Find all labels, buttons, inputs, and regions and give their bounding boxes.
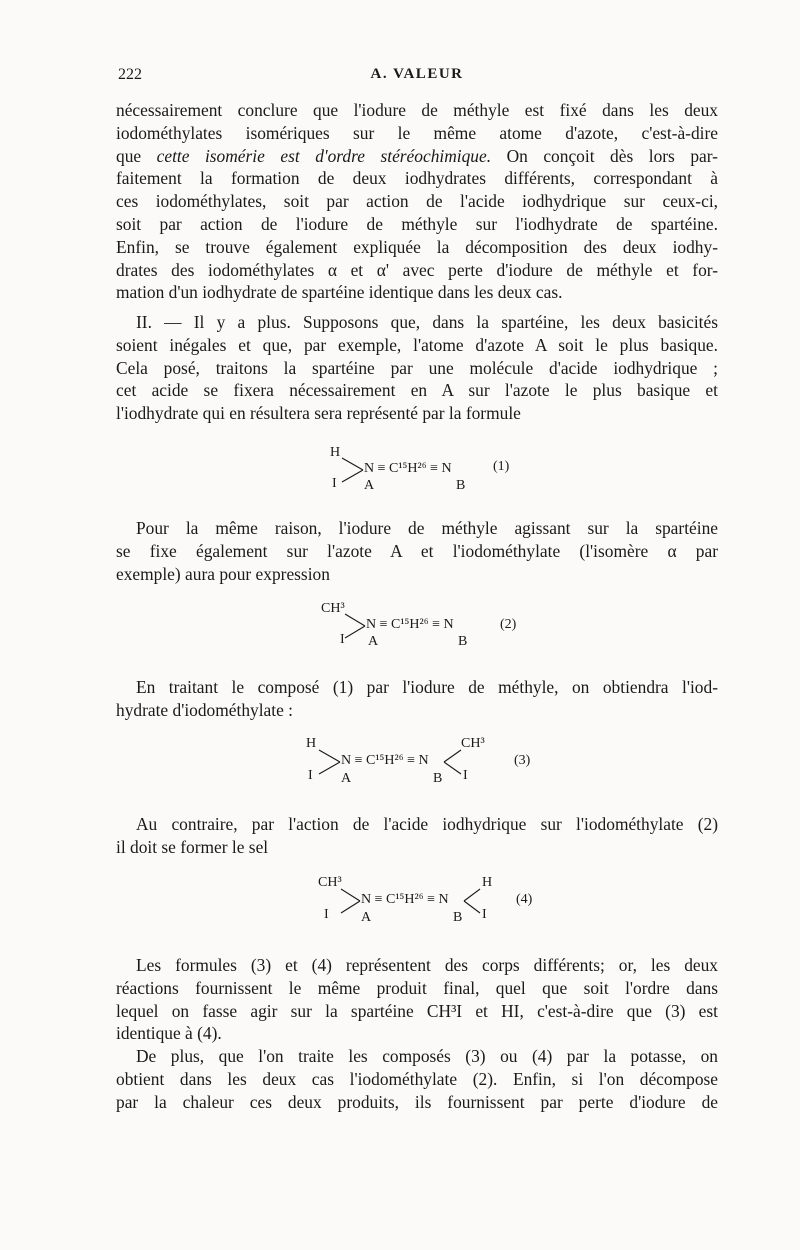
formula-left-bottom: I [324, 907, 329, 922]
text-line: II. — Il y a plus. Supposons que, dans la spartéine, les deux basicités [136, 312, 718, 332]
paragraph-7 [116, 1045, 718, 1113]
paragraph-2 [116, 311, 718, 425]
paragraph-6 [116, 954, 718, 1045]
paragraph-4 [116, 676, 718, 722]
text-line: il doit se former le sel [116, 836, 269, 857]
paragraph-3 [116, 517, 718, 585]
atom-label-b: B [453, 910, 463, 925]
text-line: soit par action de l'iodure de méthyle sur l'iodhydrate de spartéine. [116, 213, 718, 234]
text-line: exemple) aura pour expression [116, 563, 330, 584]
text-line: se fixe également sur l'azote A et l'iodométhylate (l'isomère α par [116, 540, 718, 561]
text-line: Enfin, se trouve également expliquée la décomposition des deux iodhy- [116, 236, 718, 257]
running-head [116, 66, 718, 86]
text-line: Pour la même raison, l'iodure de méthyle agissant sur la spartéine [136, 518, 718, 538]
formula-core: N ≡ C¹⁵H²⁶ ≡ N [361, 892, 449, 907]
atom-label-a: A [368, 634, 379, 649]
text-span: que [116, 145, 157, 166]
formula-left-bottom: I [332, 476, 337, 491]
text-line [116, 145, 718, 168]
formula-1 [330, 446, 530, 496]
formula-left-top: H [330, 445, 341, 460]
equation-number: (3) [514, 753, 531, 768]
text-line: Les formules (3) et (4) représentent des corps différents; or, les deux [136, 955, 718, 975]
paragraph-1 [116, 99, 718, 304]
formula-right-bottom: I [482, 907, 487, 922]
formula-4 [318, 876, 550, 928]
text-line: faitement la formation de deux iodhydrates différents, correspondant à [116, 168, 718, 189]
text-line: De plus, que l'on traite les composés (3) ou (4) par la potasse, on [136, 1046, 718, 1066]
text-line: obtient dans les deux cas l'iodométhylate (2). Enfin, si l'on décompose [116, 1068, 718, 1089]
text-line: mation d'un iodhydrate de spartéine identique dans les deux cas. [116, 282, 563, 303]
text-line: Au contraire, par l'action de l'acide iodhydrique sur l'iodométhylate (2) [136, 814, 718, 834]
formula-left-bottom: I [340, 632, 345, 647]
formula-left-top: CH³ [318, 875, 342, 890]
atom-label-b: B [458, 634, 468, 649]
formula-3 [306, 737, 546, 789]
formula-2 [321, 602, 531, 652]
atom-label-a: A [361, 910, 372, 925]
text-line: cet acide se fixera nécessairement en A sur l'azote le plus basique et [116, 380, 718, 401]
paragraph-5 [116, 813, 718, 859]
formula-core: N ≡ C¹⁵H²⁶ ≡ N [366, 617, 454, 632]
text-line: identique à (4). [116, 1023, 222, 1044]
formula-right-bottom: I [463, 768, 468, 783]
text-line: Cela posé, traitons la spartéine par une molécule d'acide iodhydrique ; [116, 357, 718, 378]
equation-number: (1) [493, 459, 510, 474]
text-line: nécessairement conclure que l'iodure de méthyle est fixé dans les deux [116, 100, 718, 120]
text-line: En traitant le composé (1) par l'iodure de méthyle, on obtiendra l'iod- [136, 677, 718, 697]
formula-left-top: CH³ [321, 601, 345, 616]
formula-right-top: CH³ [461, 736, 485, 751]
page-number: 222 [118, 66, 142, 83]
text-line: l'iodhydrate qui en résultera sera représenté par la formule [116, 403, 521, 424]
text-line: iodométhylates isomériques sur le même atome d'azote, c'est-à-dire [116, 122, 718, 143]
running-title: A. VALEUR [370, 66, 464, 82]
formula-left-bottom: I [308, 768, 313, 783]
atom-label-b: B [433, 771, 443, 786]
atom-label-a: A [364, 478, 375, 493]
italic-phrase: cette isomérie est d'ordre stéréochimique. [156, 145, 492, 166]
text-line: ces iodométhylates, soit par action de l'acide iodhydrique sur ceux-ci, [116, 191, 718, 212]
equation-number: (2) [500, 617, 517, 632]
text-line: hydrate d'iodométhylate : [116, 699, 293, 720]
text-span: On conçoit dès lors par- [491, 145, 718, 166]
formula-left-top: H [306, 736, 317, 751]
formula-core: N ≡ C¹⁵H²⁶ ≡ N [341, 753, 429, 768]
atom-label-a: A [341, 771, 352, 786]
equation-number: (4) [516, 892, 533, 907]
atom-label-b: B [456, 478, 466, 493]
text-line: réactions fournissent le même produit final, quel que soit l'ordre dans [116, 977, 718, 998]
formula-core: N ≡ C¹⁵H²⁶ ≡ N [364, 461, 452, 476]
text-line: par la chaleur ces deux produits, ils fournissent par perte d'iodure de [116, 1091, 718, 1112]
text-line: drates des iodométhylates α et α' avec perte d'iodure de méthyle et for- [116, 259, 718, 280]
text-line: soient inégales et que, par exemple, l'atome d'azote A soit le plus basique. [116, 334, 718, 355]
formula-right-top: H [482, 875, 493, 890]
text-line: lequel on fasse agir sur la spartéine CH³I et HI, c'est-à-dire que (3) est [116, 1000, 718, 1021]
